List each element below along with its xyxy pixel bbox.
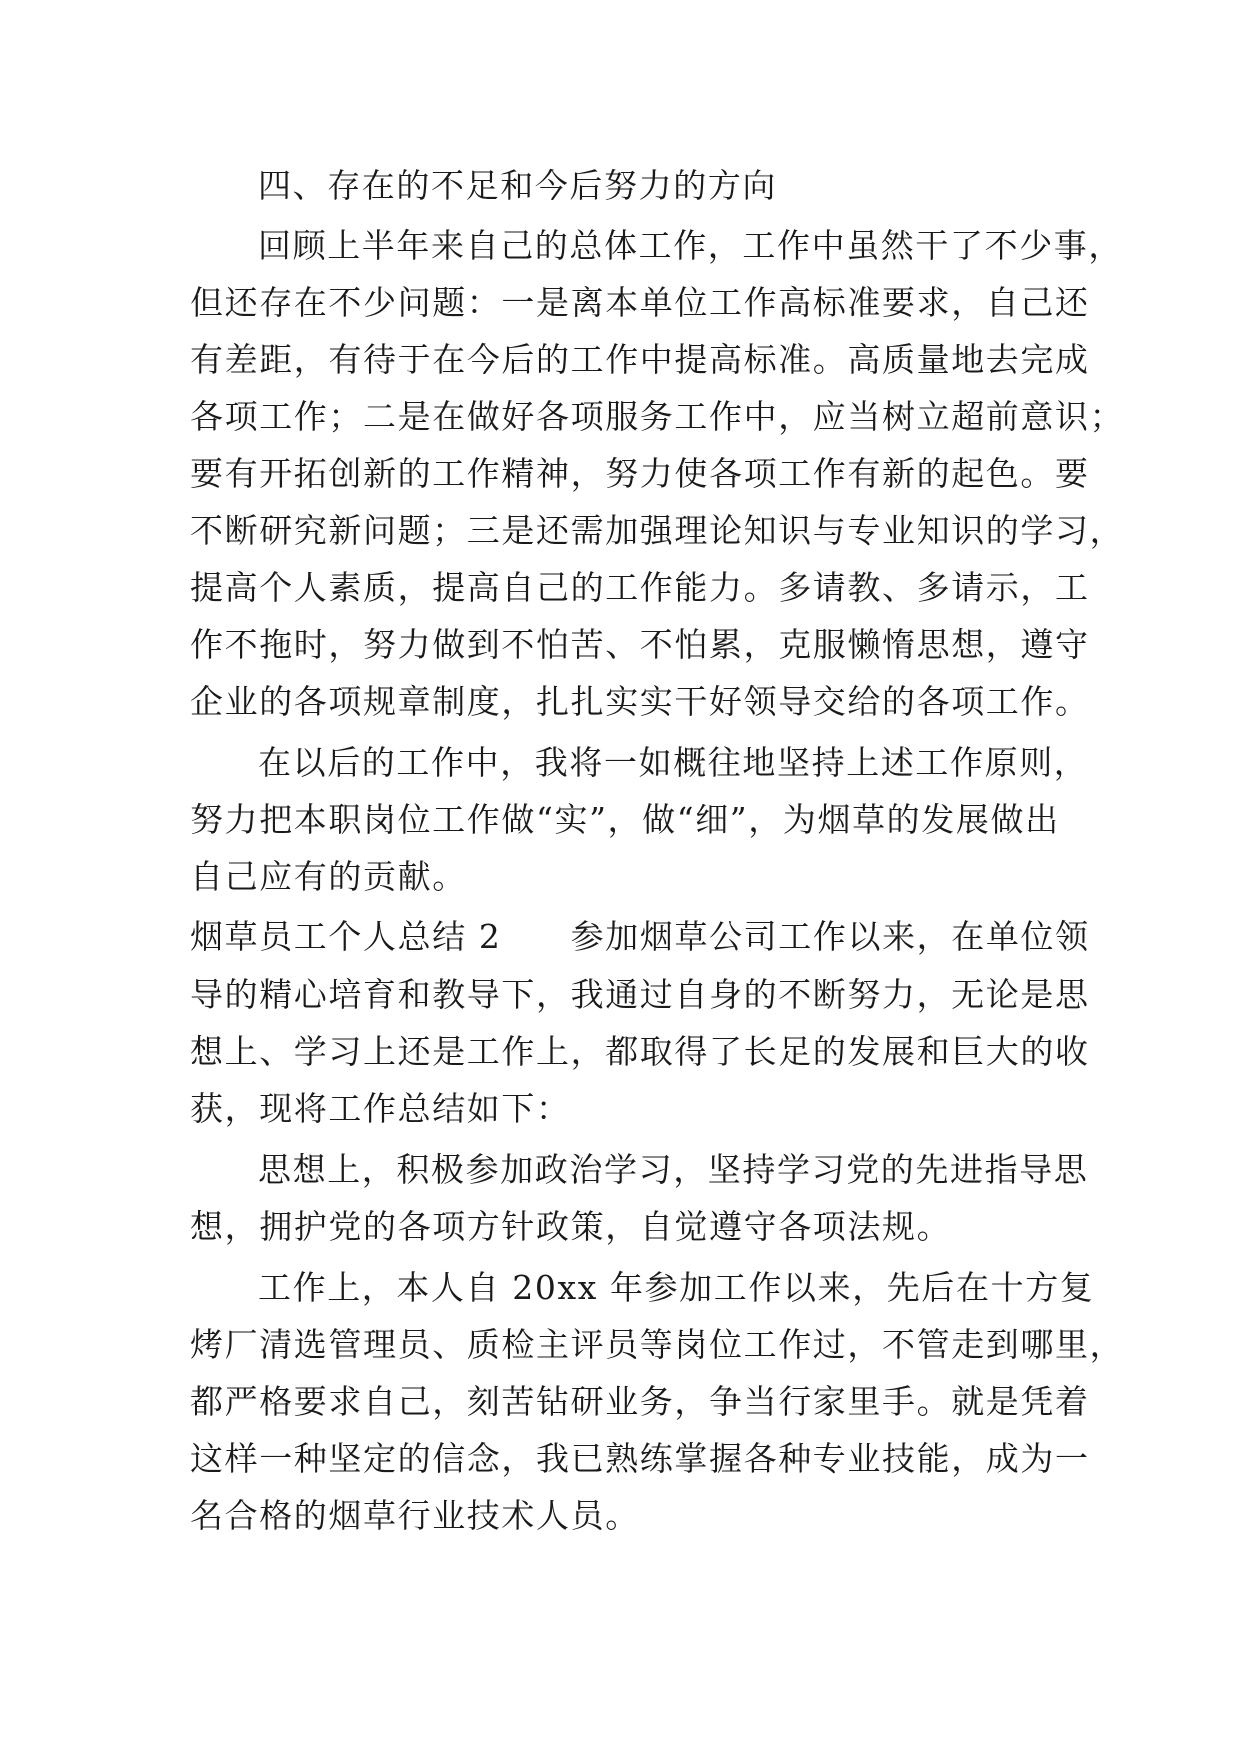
paragraph-line: 要有开拓创新的工作精神，努力使各项工作有新的起色。要	[190, 454, 1090, 493]
paragraph-line: 想上、学习上还是工作上，都取得了长足的发展和巨大的收	[190, 1032, 1090, 1071]
paragraph-line: 回顾上半年来自己的总体工作，工作中虽然干了不少事，	[258, 226, 1123, 265]
paragraph-line: 导的精心培育和教导下，我通过自身的不断努力，无论是思	[190, 975, 1090, 1014]
paragraph-line: 努力把本职岗位工作做“实”，做“细”，为烟草的发展做出	[190, 800, 1060, 839]
paragraph-line: 想，拥护党的各项方针政策，自觉遵守各项法规。	[190, 1207, 952, 1246]
paragraph-line: 烤厂清选管理员、质检主评员等岗位工作过，不管走到哪里，	[190, 1325, 1125, 1364]
paragraph-line: 企业的各项规章制度，扎扎实实干好领导交给的各项工作。	[190, 682, 1090, 721]
paragraph-line: 思想上，积极参加政治学习，坚持学习党的先进指导思	[258, 1150, 1089, 1189]
paragraph-line: 各项工作；二是在做好各项服务工作中，应当树立超前意识；	[190, 397, 1125, 436]
paragraph-line: 获，现将工作总结如下：	[190, 1089, 571, 1128]
paragraph-line: 作不拖时，努力做到不怕苦、不怕累，克服懒惰思想，遵守	[190, 625, 1090, 664]
paragraph-line: 这样一种坚定的信念，我已熟练掌握各种专业技能，成为一	[190, 1439, 1090, 1478]
paragraph-line: 名合格的烟草行业技术人员。	[190, 1496, 640, 1535]
paragraph-line: 自己应有的贡献。	[190, 857, 467, 896]
paragraph-line: 有差距，有待于在今后的工作中提高标准。高质量地去完成	[190, 340, 1090, 379]
paragraph-line: 提高个人素质，提高自己的工作能力。多请教、多请示，工	[190, 568, 1090, 607]
summary-title-line: 烟草员工个人总结 2 参加烟草公司工作以来，在单位领	[190, 917, 1090, 956]
section-heading: 四、存在的不足和今后努力的方向	[258, 166, 777, 205]
paragraph-line: 都严格要求自己，刻苦钻研业务，争当行家里手。就是凭着	[190, 1382, 1090, 1421]
paragraph-line: 工作上，本人自 20xx 年参加工作以来，先后在十方复	[258, 1268, 1095, 1307]
paragraph-line: 不断研究新问题；三是还需加强理论知识与专业知识的学习，	[190, 511, 1125, 550]
paragraph-line: 在以后的工作中，我将一如概往地坚持上述工作原则，	[258, 743, 1089, 782]
paragraph-line: 但还存在不少问题：一是离本单位工作高标准要求，自己还	[190, 283, 1090, 322]
